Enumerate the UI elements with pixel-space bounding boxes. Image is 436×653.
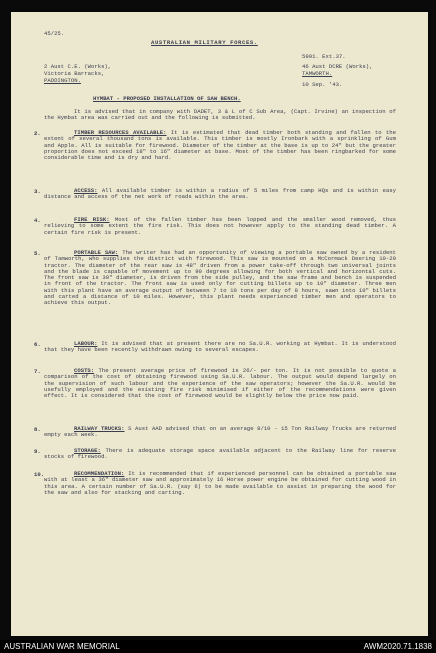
document-heading: AUSTRALIAN MILITARY FORCES. [151, 39, 258, 46]
paragraph-10-number: 10. [34, 471, 45, 478]
paragraph-3-heading: ACCESS: [74, 187, 98, 194]
sender-unit: 46 Aust DCRE (Works), [302, 63, 373, 70]
subject-line: HYMBAT - PROPOSED INSTALLATION OF SAW BENCH. [93, 95, 241, 102]
paragraph-7-heading: COSTS: [74, 367, 95, 374]
paragraph-9-number: 9. [34, 448, 41, 455]
paragraph-5: PORTABLE SAW: The writer has had an opportunity of viewing a portable saw owned by a resident of Tamworth, who supplies the district with firewood. This saw is mounted on a McCormack Deering 10-20 tractor. The diameter of the rear saw is 48" driven from a power take-off through two universal joints and the blade is capable of movement up to 90 degrees allowing for both vertical and horizontal cuts. The front saw is 30" diameter, is driven from the side pulley, and the saw frame and bench is suspended in front of the tractor. The front saw is used only for cutting billets up to 10" diameter. Three men with this plant have an average output of between 7 to 10 tons per day of 8 hours, sawn into 10" billets and carted a distance of 10 miles. However, this plant needs experienced timber men and operators to achieve this output. [44, 249, 397, 307]
paragraph-6-number: 6. [34, 341, 41, 348]
paragraph-9: STORAGE: There is adequate storage space available adjacent to the Railway line for reserve stocks of firewood. [44, 447, 396, 461]
paragraph-6: LABOUR: It is advised that at present there are no Sa.U.R. working at Hymbat. It is understood that they have been recently withdrawn owing to several escapes. [44, 340, 396, 354]
paragraph-3: ACCESS: All available timber is within a radius of 5 miles from camp HQs and is within easy distance and access of the net work of roads within the area. [44, 187, 396, 201]
paragraph-6-heading: LABOUR: [74, 340, 98, 347]
paragraph-2: TIMBER RESOURCES AVAILABLE: It is estimated that dead timber both standing and fallen to the extent of several thousand tons is available. This timber is mostly Ironbark with a sprinkling of Gum and Apple. All is suitable for firewood. Diameter of the timber at the base is up to 24" but the greater proportion does not exceed 18" to 16" diameter at base. Most of the timber has been ringbarked for some considerable time and is dry and hard. [44, 129, 396, 162]
paragraph-5-heading: PORTABLE SAW: [74, 249, 119, 256]
paragraph-2-heading: TIMBER RESOURCES AVAILABLE: [74, 129, 167, 136]
paragraph-2-number: 2. [34, 130, 41, 137]
file-reference: 45/25. [44, 30, 65, 37]
paragraph-10-heading: RECOMMENDATION: [74, 470, 125, 477]
sender-location: TAMWORTH. [302, 70, 333, 77]
paragraph-4-number: 4. [34, 217, 41, 224]
paragraph-9-heading: STORAGE: [74, 447, 101, 454]
footer-institution: AUSTRALIAN WAR MEMORIAL [4, 642, 120, 651]
paragraph-3-number: 3. [34, 188, 41, 195]
paragraph-7: COSTS: The present average price of firewood is 26/- per ton. It is not possible to quote a comparison of the cost of obtaining firewood using Sa.U.R. labour. The output would depend largely on the supervision of such labour and the experience of the saw operators; however the Sa.U.R. would be usefully employed and the existing fire risk minimised if either of the recommendations were given effect. It is considered that the cost of firewood would be slightly below the price now paid. [44, 367, 396, 400]
recipient-unit: 2 Aust C.E. (Works), [44, 63, 112, 70]
paragraph-1: It is advised that in company with DADET, 3 & L of C Sub Area, (Capt. Irvine) an inspection of the Hymbat area was carried out and the following is submitted. [44, 108, 396, 122]
paragraph-8: RAILWAY TRUCKS: S Aust AAD advised that on an average 8/10 - 15 Ton Railway Trucks are returned empty each week. [44, 425, 397, 439]
footer-accession-number: AWM2020.71.1838 [363, 642, 432, 651]
document-date: 10 Sep. '43. [302, 81, 343, 88]
paragraph-5-number: 5. [34, 250, 41, 257]
paragraph-4: FIRE RISK: Most of the fallen timber has been lopped and the smaller wood removed, thus relieving to some extent the fire risk. This does not however apply to the standing dead timber. A certain fire risk is present. [44, 216, 396, 236]
recipient-city: PADDINGTON. [44, 77, 81, 84]
archive-footer [0, 640, 436, 653]
paragraph-8-number: 8. [34, 426, 41, 433]
phone-extension: 5991. Ext.37. [302, 53, 346, 60]
recipient-location: Victoria Barracks, [44, 70, 105, 77]
paragraph-8-heading: RAILWAY TRUCKS: [74, 425, 125, 432]
paragraph-7-number: 7. [34, 368, 41, 375]
paragraph-10: RECOMMENDATION: It is recommended that if experienced personnel can be obtained a portable saw with at least a 36" diameter saw and approximately 16 Horse power engine be obtained for cutting wood in this area. A certain number of Sa.U.R. (say 6) to be made available to assist in preparing the wood for the saw and also for stacking and carting. [44, 470, 396, 496]
document-page [11, 12, 428, 636]
paragraph-4-heading: FIRE RISK: [74, 216, 110, 223]
